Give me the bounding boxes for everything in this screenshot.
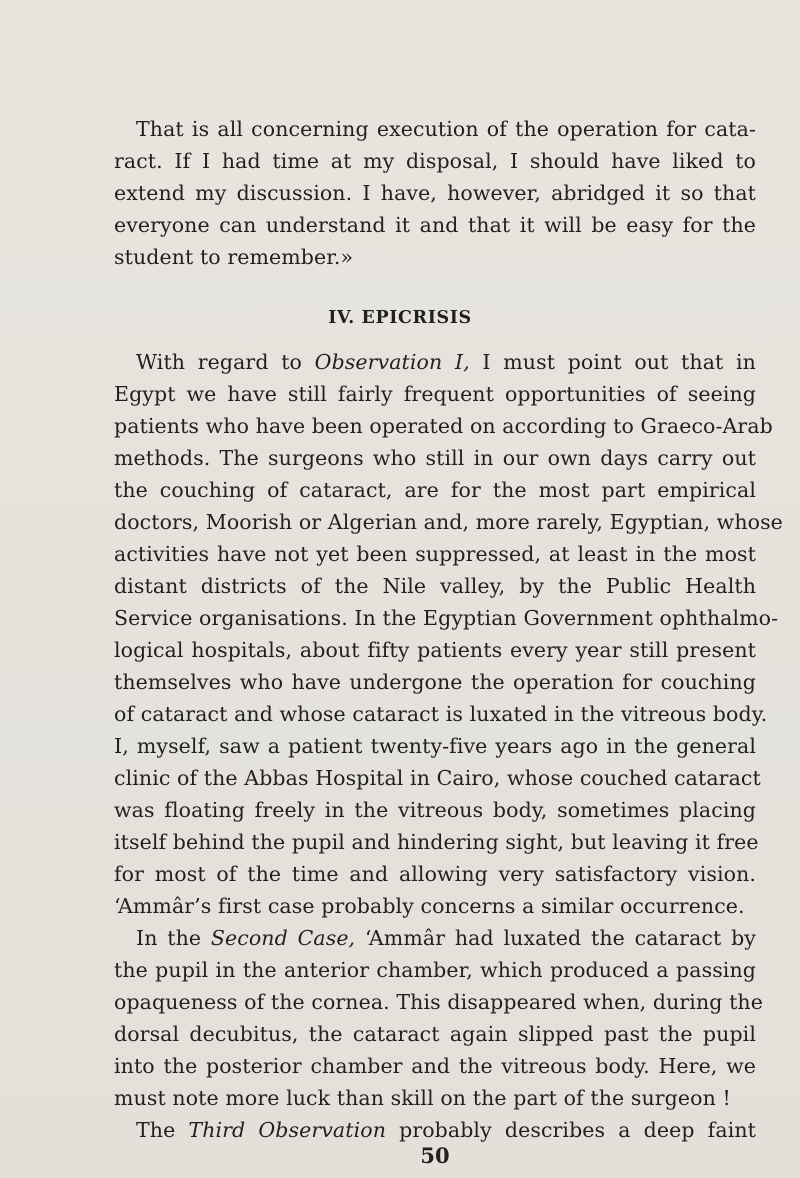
page-number: 50 <box>420 1143 450 1168</box>
text-span: In the <box>136 926 211 950</box>
text-line: patients who have been operated on according to Graeco-Arab <box>114 414 773 438</box>
text-span: The <box>136 1118 189 1142</box>
text-line: distant districts of the Nile valley, by the Public Health <box>114 574 756 598</box>
text-line: Service organisations. In the Egyptian Government ophthalmo- <box>114 606 779 630</box>
text-line: clinic of the Abbas Hospital in Cairo, whose couched cataract <box>114 766 761 790</box>
text-line: doctors, Moorish or Algerian and, more rarely, Egyptian, whose <box>114 510 783 534</box>
text-line: the pupil in the anterior chamber, which produced a passing <box>114 958 756 982</box>
text-line: dorsal decubitus, the cataract again slipped past the pupil <box>114 1022 756 1046</box>
section-heading: IV. EPICRISIS <box>328 308 472 328</box>
text-line: into the posterior chamber and the vitreous body. Here, we <box>114 1054 756 1078</box>
text-line: itself behind the pupil and hindering sight, but leaving it free <box>114 830 759 854</box>
text-line: student to remember.» <box>114 245 354 269</box>
text-line: extend my discussion. I have, however, abridged it so that <box>114 181 756 205</box>
text-line: ract. If I had time at my disposal, I should have liked to <box>114 149 756 173</box>
text-line: That is all concerning execution of the operation for cata- <box>136 117 756 141</box>
text-span: ‘Ammâr had luxated the cataract by <box>355 926 756 950</box>
text-span: With regard to <box>136 350 315 374</box>
text-line: everyone can understand it and that it will be easy for the <box>114 213 756 237</box>
text-line: opaqueness of the cornea. This disappeared when, during the <box>114 990 763 1014</box>
text-line: was floating freely in the vitreous body, sometimes placing <box>114 798 756 822</box>
text-line: the couching of cataract, are for the most part empirical <box>114 478 756 502</box>
text-line <box>136 922 756 954</box>
text-line: activities have not yet been suppressed, at least in the most <box>114 542 756 566</box>
text-line: must note more luck than skill on the part of the surgeon ! <box>114 1086 731 1110</box>
text-span: I must point out that in <box>469 350 756 374</box>
text-line: logical hospitals, about fifty patients every year still present <box>114 638 756 662</box>
italic-reference: Second Case, <box>210 926 356 950</box>
text-line: I, myself, saw a patient twenty-five years ago in the general <box>114 734 756 758</box>
italic-reference: Observation I, <box>314 350 470 374</box>
text-line: of cataract and whose cataract is luxated in the vitreous body. <box>114 702 768 726</box>
text-line: for most of the time and allowing very satisfactory vision. <box>114 862 756 886</box>
text-line <box>136 346 756 378</box>
text-span: probably describes a deep faint <box>386 1118 756 1142</box>
text-line: themselves who have undergone the operation for couching <box>114 670 756 694</box>
text-line: Egypt we have still fairly frequent opportunities of seeing <box>114 382 756 406</box>
text-line: ‘Ammâr’s first case probably concerns a similar occurrence. <box>114 894 745 918</box>
italic-reference: Third Observation <box>188 1118 386 1142</box>
text-line: methods. The surgeons who still in our own days carry out <box>114 446 756 470</box>
